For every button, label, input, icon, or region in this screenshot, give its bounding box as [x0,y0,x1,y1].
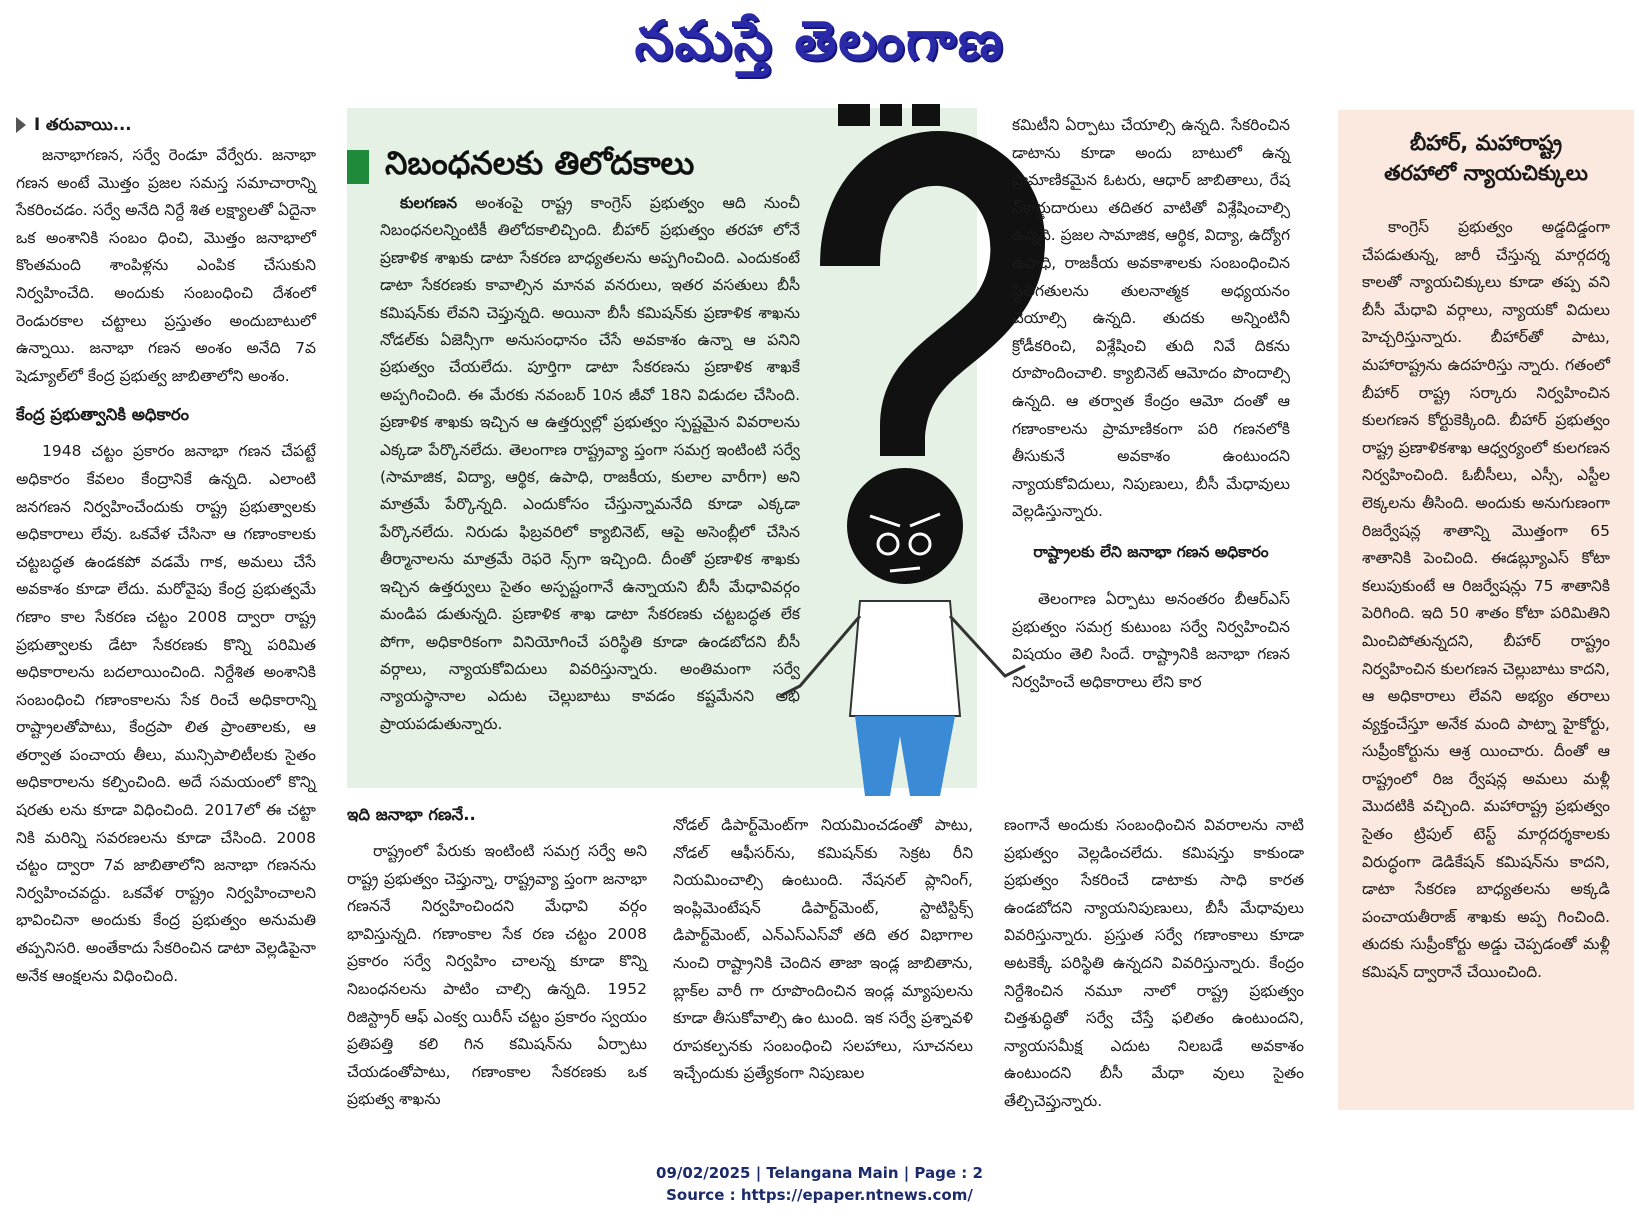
feature-lead-word: కులగణన [400,194,458,212]
paragraph: కమిటీని ఏర్పాటు చేయాల్సి ఉన్నది. సేకరించిన డాటాను కూడా అందు బాటులో ఉన్న ప్రామాణికమైన ఓటరు, ఆధార్ జాబితాలు, రేష న్‌కార్డుదారులు తదితర వాటితో విశ్లేషించాల్సి ఉన్నది. ప్రజల సామాజిక, ఆర్థిక, విద్యా, ఉద్యోగ ఉపాధి, రాజకీయ అవకాశాలకు సంబంధించిన స్థితిగతులను తులనాత్మక అధ్యయనం చేయాల్సి ఉన్నది. తుదకు అన్నింటినీ క్రోడీకరించి, విశ్లేషించి తుది నివే దికను రూపొందించాలి. క్యాబినెట్ ఆమోదం పొందాల్సి ఉన్నది. ఆ తర్వాత కేంద్రం ఆమో దంతో ఆ గణాంకాలను ప్రామాణికంగా పరి గణనలోకి తీసుకునే అవకాశం ఉంటుందని న్యాయకోవిదులు, నిపుణులు, బీసీ మేధావులు వెల్లడిస్తున్నారు. [1012,116,1290,521]
figure-trousers [855,716,955,796]
section-subhead: కేంద్ర ప్రభుత్వానికి అధికారం [16,405,190,425]
footer-date-page: 09/02/2025 | Telangana Main | Page : 2 [656,1164,983,1182]
article-column-bottom-1 [347,800,647,1114]
sidebar-headline [1338,128,1634,188]
sidebar-headline-line2: తరహాలో న్యాయచిక్కులు [1384,161,1588,185]
paragraph: రాష్ట్రంలో పేరుకు ఇంటింటి సమగ్ర సర్వే అని రాష్ట్ర ప్రభుత్వం చెప్తున్నా, రాష్ట్రవ్యా ప్తంగా జనాభా గణననే నిర్వహించిందని మేధావి వర్గం భావిస్తున్నది. గణాంకాల సేక రణ చట్టం 2008 ప్రకారం సర్వే నిర్వహిం చాలన్న కూడా కొన్ని నిబంధనలను పాటిం చాల్సి ఉన్నది. 1952 రిజిస్ట్రార్ ఆఫ్ ఎంక్వ యిరీస్ చట్టం ప్రకారం స్వయం ప్రతిపత్తి కలి గిన కమిషన్‌ను ఏర్పాటు చేయడంతోపాటు, గణాంకాల సేకరణకు ఒక ప్రభుత్వ శాఖను [347,842,647,1109]
continuation-kicker [16,112,316,138]
figure-shirt [850,601,960,716]
feature-body [380,190,800,738]
figure-head [847,468,963,584]
sidebar-headline-line1: బీహార్, మహారాష్ట్ర [1409,131,1563,155]
feature-text: అంశంపై రాష్ట్ర కాంగ్రెస్ ప్రభుత్వం ఆది నుంచీ నిబంధనలన్నింటికీ తిలోదకాలిచ్చింది. బీహార్ ప్రభుత్వం తరహా లోనే ప్రణాళిక శాఖకు డాటా సేకరణ బాధ్యతలను అప్పగించింది. ఎందుకంటే డాటా సేకరణకు కావాల్సిన మానవ వనరులు, ఇతర వసతులు బీసీ కమిషన్‌కు లేవని చెప్తున్నది. అయినా బీసీ కమిషన్‌కు ప్రణాళిక శాఖను నోడల్‌కు ఏజెన్సీగా అనుసంధానం చేసే అవకాశం ఉన్నా ఆ పనిని ప్రభుత్వం చేయలేదు. పూర్తిగా డాటా సేకరణను ప్రణాళిక శాఖకే అప్పగించింది. ఈ మేరకు నవంబర్ 10న జీవో 18ని విడుదల చేసింది. ప్రణాళిక శాఖకు ఇచ్చిన ఆ ఉత్తర్వుల్లో ప్రభుత్వం స్పష్టమైన వివరాలను ఎక్కడా పేర్కొనలేదు. తెలంగాణ రాష్ట్రవ్యా ప్తంగా సమగ్ర ఇంటింటి సర్వే (సామాజిక, విద్యా, ఆర్థిక, ఉపాధి, రాజకీయ, కులాల వారీగా) అని మాత్రమే పేర్కొన్నది. ఎందుకోసం చేస్తున్నామనేది కూడా ఎక్కడా పేర్కొనలేదు. నిరుడు ఫిబ్రవరిలో క్యాబినెట్, ఆపై అసెంబ్లీలో చేసిన తీర్మానాలను మాత్రమే రెఫరె న్స్‌గా ఇచ్చింది. దీంతో ప్రణాళిక శాఖకు ఇచ్చిన ఉత్తర్వులు సైతం అస్పష్టంగానే ఉన్నాయని బీసీ మేధావివర్గం మండిప డుతున్నది. ప్రణాళిక శాఖ డాటా సేకరణకు చట్టబద్ధత లేక పోగా, అధికారికంగా వినియోగించే పరిస్థితి కూడా ఉండబోదని బీసీ వర్గాలు, న్యాయకోవిదులు వివరిస్తున్నారు. అంతిమంగా సర్వే న్యాయస్థానాల ఎదుట చెల్లుబాటు కావడం కష్టమేనని అభి ప్రాయపడుతున్నారు. [380,194,800,733]
paragraph: జనాభాగణన, సర్వే రెండూ వేర్వేరు. జనాభా గణన అంటే మొత్తం ప్రజల సమస్త సమాచారాన్ని సేకరించడం. సర్వే అనేది నిర్దే శిత లక్ష్యాలతో ఏదైనా ఒక అంశానికి సంబం ధించి, మొత్తం జనాభాలో కొంతమంది శాంపిళ్లను ఎంపిక చేసుకుని నిర్వహించేది. అందుకు సంబంధించి దేశంలో రెండురకాల చట్టాలు ప్రస్తుతం అందుబాటులో ఉన్నాయి. జనాభా గణన అంశం అనేది 7వ షెడ్యూల్‌లో కేంద్ర ప్రభుత్వ జాబితాలోని అంశం. [16,146,316,385]
page-footer [0,1162,1639,1206]
illus-dot [880,104,902,126]
sidebar-body [1362,214,1610,987]
section-subhead: ఇది జనాభా గణనే.. [347,805,476,824]
illus-dot [912,104,940,126]
footer-source-link[interactable]: Source : https://epaper.ntnews.com/ [666,1186,973,1204]
feature-title-text: నిబంధనలకు తిలోదకాలు [385,144,695,182]
kicker-text: I తరువాయి... [34,115,132,134]
triangle-right-icon [16,117,26,133]
title-bar-marker [347,150,369,184]
newspaper-logo: నమస్తే తెలంగాణ [634,8,1005,72]
paragraph: ణంగానే అందుకు సంబంధించిన వివరాలను నాటి ప్రభుత్వం వెల్లడించలేదు. కమిషన్తు కాకుండా ప్రభుత్వం సేకరించే డాటాకు సాధి కారత ఉండబోదని న్యాయనిపుణులు, బీసీ మేధావులు వివరిస్తున్నారు. ప్రస్తుత సర్వే గణాంకాలు కూడా అటకెక్కే పరిస్థితి ఉన్నదని వివరిస్తున్నారు. కేంద్రం నిర్దేశించిన నమూ నాలో రాష్ట్ర ప్రభుత్వం చిత్తశుద్ధితో సర్వే చేస్తే ఫలితం ఉంటుందని, న్యాయసమీక్ష ఎదుట నిలబడే అవకాశం ఉంటుందని బీసీ మేధా వులు సైతం తేల్చిచెప్తున్నారు. [1004,816,1304,1110]
figure-arm-left [780,616,860,696]
article-column-bottom-2 [673,812,973,1088]
illus-dot [838,104,870,126]
masthead [0,4,1639,90]
paragraph: కాంగ్రెస్ ప్రభుత్వం అడ్డదిడ్డంగా చేపడుతున్న, జారీ చేస్తున్న మార్గదర్శ కాలతో న్యాయచిక్కులు కూడా తప్ప వని బీసీ మేధావి వర్గాలు, న్యాయకో విదులు హెచ్చరిస్తున్నారు. బీహార్‌తో పాటు, మహారాష్ట్రను ఉదహరిస్తు న్నారు. గతంలో బీహార్ రాష్ట్ర సర్కారు నిర్వహించిన కులగణన కోర్టుకెక్కింది. బీహార్ ప్రభుత్వం రాష్ట్ర ప్రణాళికశాఖ ఆధ్వర్యంలో కులగణన నిర్వహించింది. ఓబీసీలు, ఎస్సీ, ఎస్టీల లెక్కలను తీసింది. అందుకు అనుగుణంగా రిజర్వేషన్ల శాతాన్ని మొత్తంగా 65 శాతానికి పెంచింది. ఈడబ్ల్యూఎస్ కోటా కలుపుకుంటే ఆ రిజర్వేషన్లు 75 శాతానికి పెరిగింది. ఇది 50 శాతం కోటా పరిమితిని మించిపోతున్నదని, బీహార్ రాష్ట్రం నిర్వహించిన కులగణన చెల్లుబాటు కాదని, ఆ అధికారాలు లేవని అభ్యం తరాలు వ్యక్తంచేస్తూ అనేక మంది పాట్నా హైకోర్టు, సుప్రీంకోర్టును ఆశ్ర యించారు. దీంతో ఆ రాష్ట్రంలో రిజ ర్వేషన్ల అమలు మళ్లీ మొదటికి వచ్చింది. మహారాష్ట్ర ప్రభుత్వం సైతం ట్రిపుల్ టెస్ట్ మార్గదర్శకాలకు విరుద్ధంగా డెడికేషన్ కమిషన్‌ను కాదని, డాటా సేకరణ బాధ్యతలను అక్కడి పంచాయతీరాజ్ శాఖకు అప్ప గించింది. తుదకు సుప్రీంకోర్టు అడ్డు చెప్పడంతో మళ్లీ కమిషన్ ద్వారానే చేయించింది. [1362,218,1610,982]
paragraph: నోడల్ డిపార్ట్‌మెంట్‌గా నియమించడంతో పాటు, నోడల్ ఆఫీసర్‌ను, కమిషన్‌కు సెక్రట రీని నియమించాల్సి ఉంటుంది. నేషనల్ ప్లానింగ్, ఇంప్లిమెంటేషన్ డిపార్ట్‌మెంట్, స్టాటిస్టిక్స్ డిపార్ట్‌మెంట్, ఎన్‌ఎస్‌ఎస్‌వో తది తర విభాగాల నుంచి రాష్ట్రానికి చెందిన తాజా ఇండ్ల జాబితాను, బ్లాక్‌ల వారీ గా రూపొందించిన ఇండ్ల మ్యాపులను కూడా తీసుకోవాల్సి ఉం టుంది. ఇక సర్వే ప్రశ్నావళి రూపకల్పనకు సంబంధించి సలహాలు, సూచనలు ఇచ్చేందుకు ప్రత్యేకంగా నిపుణుల [673,816,973,1083]
article-column-bottom-3 [1004,812,1304,1116]
paragraph: 1948 చట్టం ప్రకారం జనాభా గణన చేపట్టే అధికారం కేవలం కేంద్రానికే ఉన్నది. ఎలాంటి జనగణన నిర్వహించేందుకు రాష్ట్ర ప్రభుత్వాలకు అధికారాలు లేవు. ఒకవేళ చేసినా ఆ గణాంకాలకు చట్టబద్ధత ఉండకపో వడమే గాక, అమలు చేసే అవకాశం కూడా లేదు. మరోవైపు కేంద్ర ప్రభుత్వమే గణాం కాల సేకరణ చట్టం 2008 ద్వారా రాష్ట్ర ప్రభుత్వాలకు డేటా సేకరణకు కొన్ని పరిమిత అధికారాలను బదలాయించింది. నిర్దేశిత అంశానికి సంబంధించి గణాంకాలను సేక రించే అధికారాన్ని రాష్ట్రాలతోపాటు, కేంద్రపా లిత ప్రాంతాలకు, ఆ తర్వాత పంచాయ తీలు, మున్సిపాలిటీలకు సైతం అధికారాలను కల్పించింది. అదే సమయంలో కొన్ని షరతు లను కూడా విధించింది. 2017లో ఈ చట్టా నికి మరిన్ని సవరణలను కూడా చేసింది. 2008 చట్టం ద్వారా 7వ జాబితాలోని జనాభా గణనను నిర్వహించవద్దు. ఒకవేళ రాష్ట్రం నిర్వహించాలని భావించినా అందుకు కేంద్ర ప్రభుత్వం అనుమతి తప్పనిసరి. అంతేకాదు సేకరించిన డాటా వెల్లడిపైనా అనేక ఆంక్షలను విధించింది. [16,442,316,985]
section-subhead: రాష్ట్రాలకు లేని జనాభా గణన అధికారం [1033,542,1269,561]
article-column-right [1012,112,1290,696]
article-column-left [16,112,316,990]
paragraph: తెలంగాణ ఏర్పాటు అనంతరం బీఆర్‌ఎస్ ప్రభుత్వం సమగ్ర కుటుంబ సర్వే నిర్వహించిన విషయం తెలి సిందే. రాష్ట్రానికి జనాభా గణన నిర్వహించే అధికారాలు లేని కార [1012,589,1290,691]
feature-title [347,144,694,190]
